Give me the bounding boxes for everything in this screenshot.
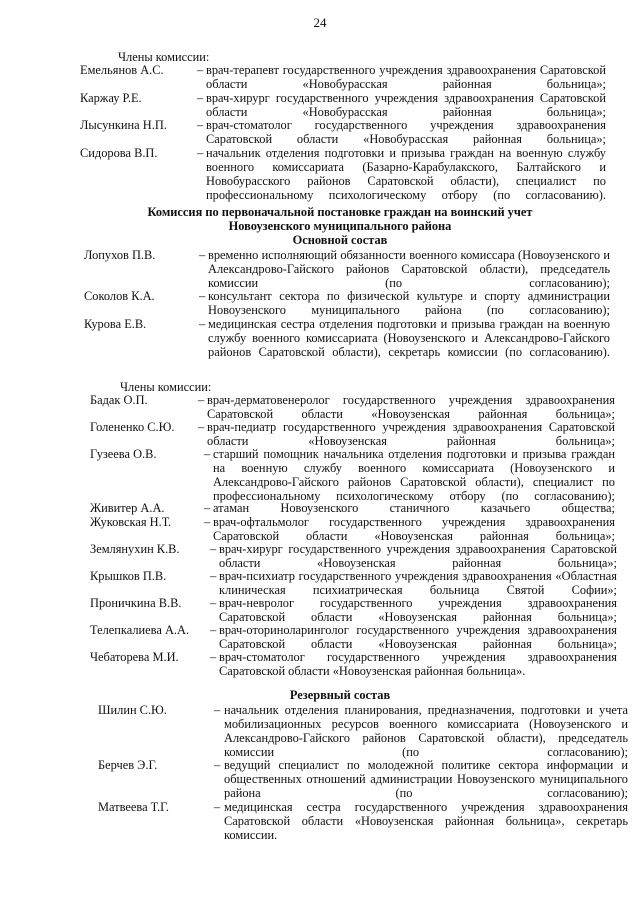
member-name: Соколов К.А. xyxy=(84,289,155,303)
member-description: медицинская сестра государственного учреждения здравоохранения Саратовской области «Новоузенская районная больница», секретарь комиссии. xyxy=(224,800,628,842)
member-name: Сидорова В.П. xyxy=(80,146,158,160)
member-description: врач-невролог государственного учреждения здравоохранения Саратовской области «Новоузенская районная больница»; xyxy=(219,596,617,624)
member-description: врач-оториноларинголог государственного учреждения здравоохранения Саратовской области «Новоузенская районная больница»; xyxy=(219,623,617,651)
dash: – xyxy=(214,758,221,772)
member-name: Шилин С.Ю. xyxy=(98,703,167,717)
member-name: Гузеева О.В. xyxy=(90,447,157,461)
member-description: врач-хирург государственного учреждения здравоохранения Саратовской области «Новобурасская районная больница»; xyxy=(206,91,606,119)
dash: – xyxy=(199,289,206,303)
member-name: Жуковская Н.Т. xyxy=(90,515,172,529)
member-description: старший помощник начальника отделения подготовки и призыва граждан на военную службу военного комиссариата (Новоузенского и Александрово-Гайского районов Саратовской области), специалист по профессиональному психологическому отбору (по согласованию); xyxy=(213,447,615,503)
member-description: врач-терапевт государственного учреждения здравоохранения Саратовской области «Новобурасская районная больница»; xyxy=(206,63,606,91)
member-name: Берчев Э.Г. xyxy=(98,758,158,772)
dash: – xyxy=(198,420,205,434)
dash: – xyxy=(199,248,206,262)
dash: – xyxy=(214,703,221,717)
dash: – xyxy=(210,596,217,610)
member-description: временно исполняющий обязанности военного комиссара (Новоузенского и Александрово-Гайского районов Саратовской области), председатель комиссии (по согласованию); xyxy=(208,248,610,290)
member-description: врач-педиатр государственного учреждения здравоохранения Саратовской области «Новоузенская районная больница»; xyxy=(207,420,615,448)
member-description: врач-дерматовенеролог государственного учреждения здравоохранения Саратовской области «Новоузенская районная больница»; xyxy=(207,393,615,421)
dash: – xyxy=(210,569,217,583)
member-name: Лысункина Н.П. xyxy=(80,118,167,132)
member-description: медицинская сестра отделения подготовки и призыва граждан на военную службу военного комиссариата (Новоузенского и Александрово-Гайского районов Саратовской области), секретарь комиссии (по согласованию). xyxy=(208,317,610,359)
member-name: Каржау Р.Е. xyxy=(80,91,142,105)
member-description: атаман Новоузенского станичного казачьего общества; xyxy=(213,501,615,515)
dash: – xyxy=(197,118,204,132)
member-description: врач-офтальмолог государственного учреждения здравоохранения Саратовской области «Новоузенская районная больница»; xyxy=(213,515,615,543)
member-name: Емельянов А.С. xyxy=(80,63,164,77)
commission-title: Комиссия по первоначальной постановке граждан на воинский учет xyxy=(147,205,533,219)
dash: – xyxy=(199,317,206,331)
member-description: начальник отделения подготовки и призыва граждан на военную службу военного комиссариата (Базарно-Карабулакского, Балтайского и Новобурасского районов Саратовской области), специалист по профессиональному психологическому отбору (по согласованию). xyxy=(206,146,606,202)
member-description: врач-хирург государственного учреждения здравоохранения Саратовской области «Новоузенская районная больница»; xyxy=(219,542,617,570)
reserve-composition-title: Резервный состав xyxy=(289,688,391,702)
member-name: Чебаторева М.И. xyxy=(90,650,179,664)
members-label: Члены комиссии: xyxy=(118,50,210,64)
member-description: врач-стоматолог государственного учреждения здравоохранения Саратовской области «Новобурасская районная больница»; xyxy=(206,118,606,146)
main-composition-title: Основной состав xyxy=(292,233,388,247)
dash: – xyxy=(197,91,204,105)
member-name: Проничкина В.В. xyxy=(90,596,182,610)
member-name: Курова Е.В. xyxy=(84,317,147,331)
dash: – xyxy=(197,146,204,160)
dash: – xyxy=(198,393,205,407)
member-description: начальник отделения планирования, предназначения, подготовки и учета мобилизационных ресурсов военного комиссариата (Новоузенского и Александрово-Гайского районов Саратовской области), председатель комиссии (по согласованию); xyxy=(224,703,628,759)
dash: – xyxy=(210,623,217,637)
dash: – xyxy=(204,501,211,515)
commission-subtitle: Новоузенского муниципального района xyxy=(228,219,452,233)
member-description: консультант сектора по физической культуре и спорту администрации Новоузенского муниципального района (по согласованию); xyxy=(208,289,610,317)
members-label: Члены комиссии: xyxy=(120,380,212,394)
dash: – xyxy=(197,63,204,77)
page-number: 24 xyxy=(313,15,327,30)
member-name: Голененко С.Ю. xyxy=(90,420,175,434)
member-name: Бадак О.П. xyxy=(90,393,148,407)
member-name: Лопухов П.В. xyxy=(84,248,156,262)
member-name: Телепкалиева А.А. xyxy=(90,623,190,637)
member-description: врач-психиатр государственного учреждения здравоохранения «Областная клиническая психиатрическая больница Святой Софии»; xyxy=(219,569,617,597)
member-name: Крышков П.В. xyxy=(90,569,167,583)
dash: – xyxy=(210,542,217,556)
dash: – xyxy=(204,447,211,461)
member-name: Матвеева Т.Г. xyxy=(98,800,169,814)
member-name: Живитер А.А. xyxy=(90,501,165,515)
dash: – xyxy=(210,650,217,664)
dash: – xyxy=(204,515,211,529)
member-description: врач-стоматолог государственного учреждения здравоохранения Саратовской области «Новоузенская районная больница». xyxy=(219,650,617,678)
member-description: ведущий специалист по молодежной политике сектора информации и общественных отношений администрации Новоузенского муниципального района (по согласованию); xyxy=(224,758,628,800)
dash: – xyxy=(214,800,221,814)
member-name: Землянухин К.В. xyxy=(90,542,180,556)
